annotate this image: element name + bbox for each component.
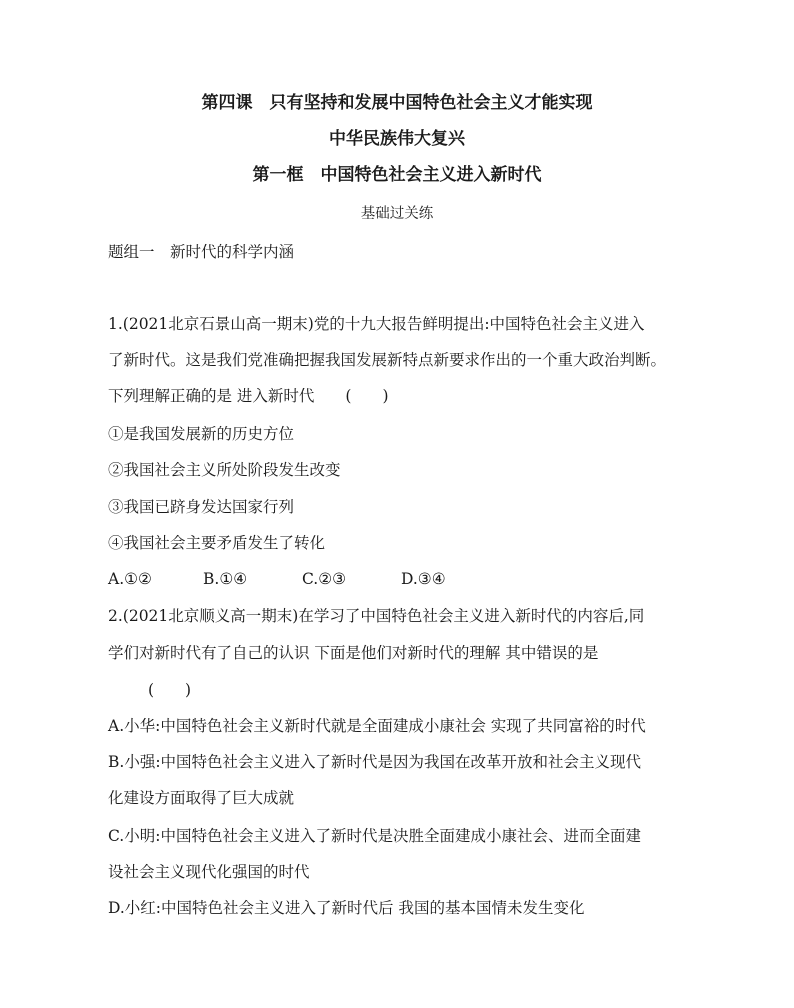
q1-stem-line3: 下列理解正确的是 进入新时代 ( ) xyxy=(108,387,389,405)
q2-stem-line2: 学们对新时代有了自己的认识 下面是他们对新时代的理解 其中错误的是 xyxy=(108,644,599,662)
q2-option-b-line2: 化建设方面取得了巨大成就 xyxy=(108,789,295,807)
q1-item-2: ②我国社会主义所处阶段发生改变 xyxy=(108,461,341,479)
q2-option-c-line1: C.小明:中国特色社会主义进入了新时代是决胜全面建成小康社会、进而全面建 xyxy=(108,827,641,845)
q2-option-c-line2: 设社会主义现代化强国的时代 xyxy=(108,863,310,881)
q1-stem-line2: 了新时代。这是我们党准确把握我国发展新特点新要求作出的一个重大政治判断。 xyxy=(108,351,667,369)
section-title: 第一框 中国特色社会主义进入新时代 xyxy=(252,165,542,185)
lesson-title-line1: 第四课 只有坚持和发展中国特色社会主义才能实现 xyxy=(201,93,593,113)
q2-answer-bracket: ( ) xyxy=(148,681,192,699)
q1-option-b: B.①④ xyxy=(203,570,248,588)
q1-item-1: ①是我国发展新的历史方位 xyxy=(108,425,295,443)
practice-label: 基础过关练 xyxy=(360,206,434,222)
q2-stem-line1: 2.(2021北京顺义高一期末)在学习了中国特色社会主义进入新时代的内容后,同 xyxy=(108,607,645,625)
q1-item-4: ④我国社会主要矛盾发生了转化 xyxy=(108,534,326,552)
q1-option-a: A.①② xyxy=(108,570,152,588)
q1-option-d: D.③④ xyxy=(401,570,446,588)
q2-option-d: D.小红:中国特色社会主义进入了新时代后 我国的基本国情未发生变化 xyxy=(108,899,585,917)
q1-item-3: ③我国已跻身发达国家行列 xyxy=(108,498,295,516)
lesson-title-line2: 中华民族伟大复兴 xyxy=(329,129,465,149)
group-heading: 题组一 新时代的科学内涵 xyxy=(108,243,295,261)
q1-stem-line1: 1.(2021北京石景山高一期末)党的十九大报告鲜明提出:中国特色社会主义进入 xyxy=(108,315,645,333)
q1-option-c: C.②③ xyxy=(302,570,347,588)
q2-option-a: A.小华:中国特色社会主义新时代就是全面建成小康社会 实现了共同富裕的时代 xyxy=(108,717,646,735)
q2-option-b-line1: B.小强:中国特色社会主义进入了新时代是因为我国在改革开放和社会主义现代 xyxy=(108,753,642,771)
